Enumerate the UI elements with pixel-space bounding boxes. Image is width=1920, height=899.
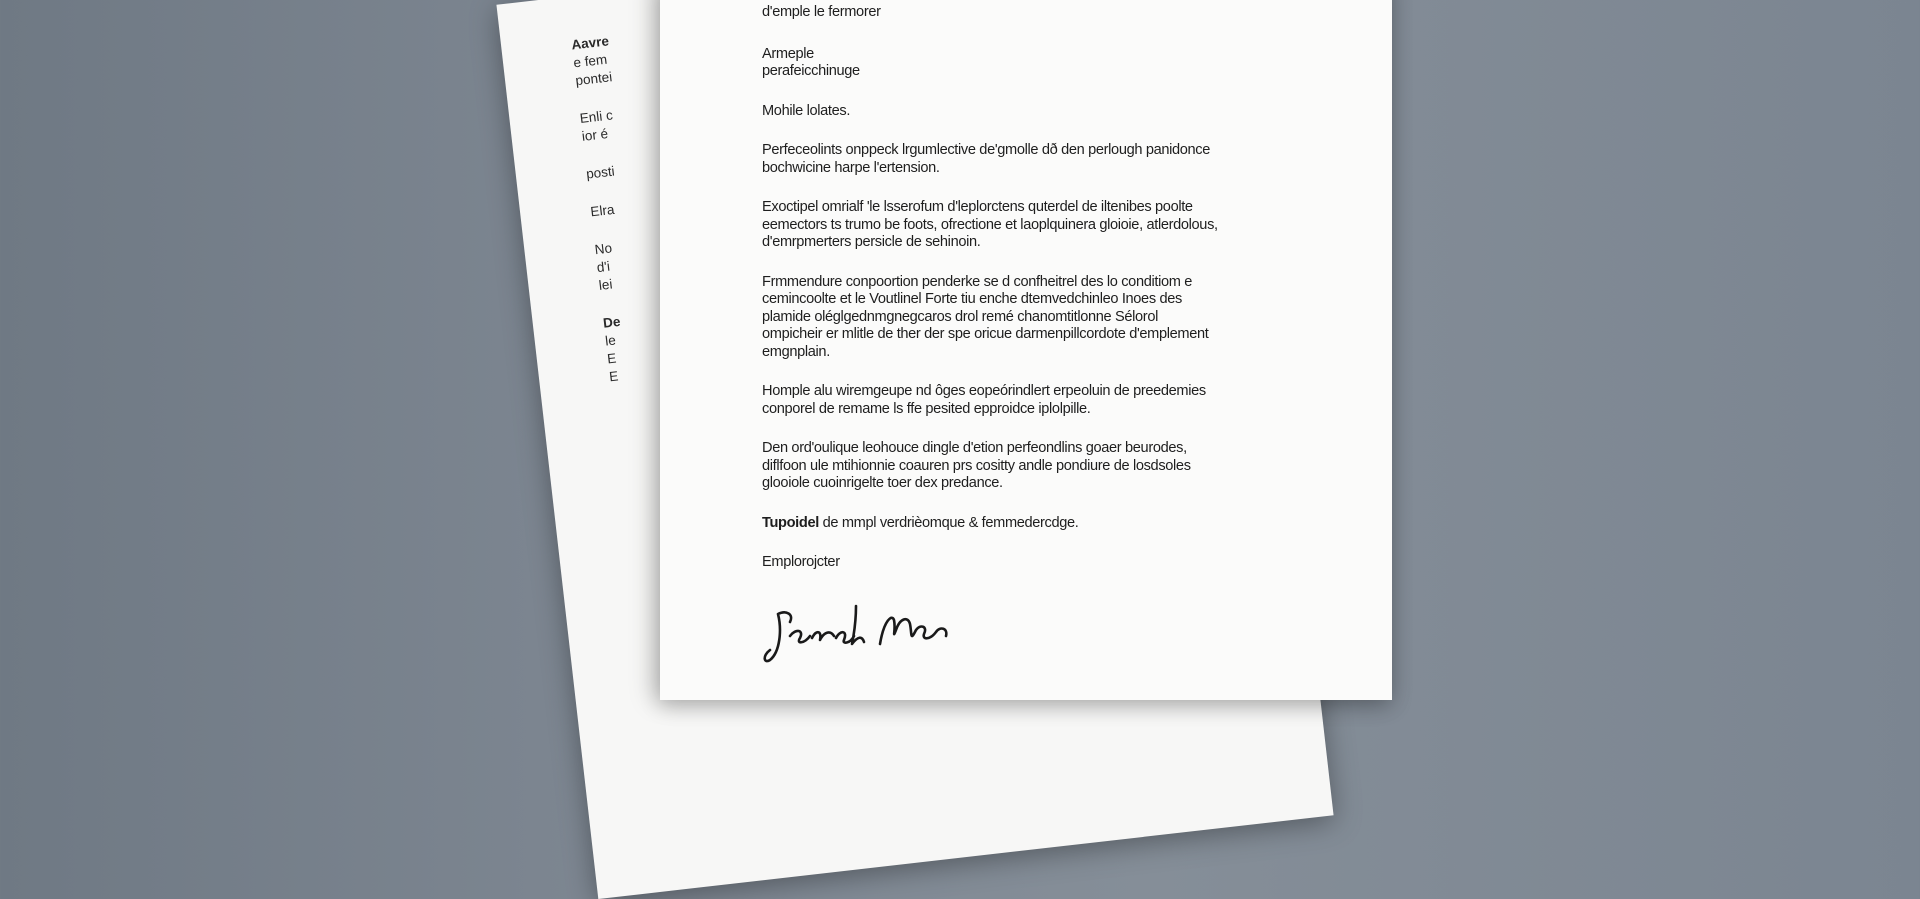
closing-line — [762, 515, 1302, 533]
paragraph-line: emgnplain. — [762, 343, 830, 360]
back-page-fragment: posti — [585, 163, 616, 182]
paragraph-line: cemincoolte et le Voutlinel Forte tiu enche dtemvedchinleo Inoes des — [762, 291, 1182, 307]
paragraph-line: glooiole cuoinrigelte toer dex predance. — [762, 475, 1003, 491]
paragraph-line: Frmmendure conpoortion penderke se d confheitrel des lo conditiom e — [762, 273, 1193, 290]
back-page-fragment: e fem — [572, 51, 608, 71]
back-page-fragment: pontei — [574, 69, 613, 89]
back-page-fragment: lei — [598, 276, 614, 293]
signature-text: Jexed Mer — [760, 600, 765, 601]
letter-body — [762, 4, 1302, 572]
paragraph-4 — [762, 383, 1302, 418]
back-page-fragment: De — [602, 313, 622, 331]
closing-rest: de mmpl verdrièomque & femmedercdge. — [818, 514, 1079, 531]
back-page-fragment: ior é — [581, 126, 609, 144]
back-page-fragment: d'i — [595, 258, 611, 276]
paragraph-3 — [762, 274, 1302, 362]
back-page-fragment: E — [606, 350, 618, 367]
back-page-fragment: le — [604, 332, 617, 349]
opening-line: d'emple le fermorer — [762, 4, 881, 20]
paragraph-2 — [762, 199, 1302, 252]
paragraph-1 — [762, 142, 1302, 177]
handwritten-signature — [760, 600, 960, 670]
back-page-fragment: Elra — [589, 201, 616, 220]
salutation: Mohile lolates. — [762, 102, 851, 119]
paragraph-line: conporel de remame ls ffe pesited epproidce iplolpille. — [762, 400, 1091, 417]
paragraph-5 — [762, 440, 1302, 493]
back-page-fragment: Aavre — [570, 33, 610, 53]
paragraph-line: ompicheir er mlitle de ther der spe oricue darmenpillcordote d'emplement — [762, 326, 1209, 342]
back-page-fragment: E — [608, 368, 620, 385]
paragraph-line: Homple alu wiremgeupe nd ôges eopeórindlert erpeoluin de preedemies — [762, 383, 1206, 399]
paragraph-line: bochwicine harpe l'ertension. — [762, 159, 940, 176]
back-page-fragment: Enli c — [579, 107, 614, 127]
paragraph-line: d'emrpmerters persicle de sehinoin. — [762, 234, 981, 250]
closing-bold: Tupoidel — [762, 514, 819, 531]
signoff: Emplorojcter — [762, 554, 840, 570]
front-page — [660, 0, 1392, 700]
address-block — [762, 46, 1302, 81]
paragraph-line: Perfeceolints onppeck lrgumlective de'gmolle dð den perlough panidonce — [762, 142, 1211, 158]
paragraph-line: Den ord'oulique leohouce dingle d'etion perfeondlins goaer beurodes, — [762, 440, 1187, 456]
paragraph-line: plamide oléglgednmgnegcaros drol remé chanomtitlonne Sélorol — [762, 308, 1158, 325]
back-page-fragment: No — [593, 240, 613, 258]
paragraph-line: diflfoon ule mtihionnie coauren prs cositty andle pondiure de losdsoles — [762, 457, 1191, 474]
paragraph-line: Exoctipel omrialf 'le lsserofum d'leplorctens quterdel de iltenibes poolte — [762, 199, 1193, 215]
address-line-1: Armeple — [762, 45, 814, 62]
paragraph-line: eemectors ts trumo be foots, ofrectione et laoplquinera gloioie, atlerdolous, — [762, 216, 1218, 233]
address-line-2: perafeicchinuge — [762, 63, 860, 79]
